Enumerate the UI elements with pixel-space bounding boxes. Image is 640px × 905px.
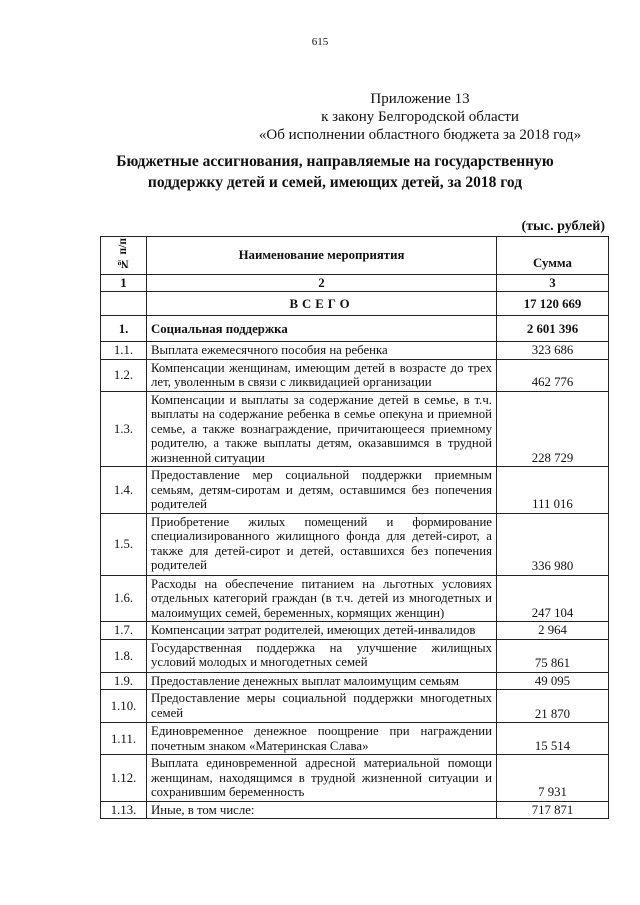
row-num: 1.11. [101,723,147,755]
row-name: Государственная поддержка на улучшение жилищных условий молодых и многодетных семей [147,639,497,672]
header-num [101,237,147,275]
row-sum: 323 686 [497,342,609,360]
row-num: 1.8. [101,639,147,672]
row-num: 1.9. [101,672,147,690]
table-row [101,690,609,723]
row-num: 1.12. [101,755,147,802]
total-label: ВСЕГО [147,292,497,316]
row-sum: 462 776 [497,359,609,391]
table-row [101,622,609,640]
header-num-label: № п/п [117,238,130,270]
row-num: 1.6. [101,575,147,622]
section-num: 1. [101,316,147,342]
row-name: Предоставление денежных выплат малоимущим семьям [147,672,497,690]
row-sum: 247 104 [497,575,609,622]
row-sum: 49 095 [497,672,609,690]
row-name: Компенсации женщинам, имеющим детей в возрасте до трех лет, уволенным в связи с ликвидацией организации [147,359,497,391]
row-num: 1.7. [101,622,147,640]
table-row [101,513,609,575]
table-row [101,672,609,690]
table-row [101,359,609,391]
appendix-header [250,90,590,144]
table-row [101,723,609,755]
table-row [101,467,609,514]
table-row [101,391,609,467]
total-num [101,292,147,316]
row-num: 1.13. [101,801,147,819]
appendix-line-1: Приложение 13 [370,91,470,107]
units-label: (тыс. рублей) [521,219,605,234]
row-sum: 2 964 [497,622,609,640]
section-row [101,316,609,342]
column-index-1: 1 [101,274,147,292]
table-row [101,575,609,622]
row-num: 1.10. [101,690,147,723]
header-sum: Сумма [497,237,609,275]
column-index-row [101,274,609,292]
budget-table [100,236,609,819]
title-line-2: поддержку детей и семей, имеющих детей, за 2018 год [147,174,523,191]
row-name: Приобретение жилых помещений и формирование специализированного жилищного фонда для детей-сирот, а также для детей-сирот и детей, оставшихся без попечения родителей [147,513,497,575]
row-name: Единовременное денежное поощрение при награждении почетным знаком «Материнская Слава» [147,723,497,755]
row-num: 1.2. [101,359,147,391]
row-sum: 111 016 [497,467,609,514]
row-name: Выплата ежемесячного пособия на ребенка [147,342,497,360]
header-row [101,237,609,275]
header-name: Наименование мероприятия [147,237,497,275]
document-title [95,151,575,193]
row-sum: 21 870 [497,690,609,723]
row-name: Выплата единовременной адресной материальной помощи женщинам, находящимся в трудной жизненной ситуации и сохранившим беременность [147,755,497,802]
row-sum: 7 931 [497,755,609,802]
row-sum: 15 514 [497,723,609,755]
appendix-line-2: к закону Белгородской области [321,109,519,125]
total-sum: 17 120 669 [497,292,609,316]
table-row [101,801,609,819]
row-num: 1.3. [101,391,147,467]
row-name: Иные, в том числе: [147,801,497,819]
column-index-2: 2 [147,274,497,292]
row-sum: 228 729 [497,391,609,467]
column-index-3: 3 [497,274,609,292]
table-row [101,639,609,672]
row-sum: 336 980 [497,513,609,575]
row-name: Компенсации и выплаты за содержание детей в семье, в т.ч. выплаты на содержание ребенка в семье опекуна и приемной семье, а также вознаграждение, причитающееся приемному родителю, а также выплаты детям, оказавшимся в трудной жизненной ситуации [147,391,497,467]
row-name: Компенсации затрат родителей, имеющих детей-инвалидов [147,622,497,640]
table-row [101,755,609,802]
section-name: Социальная поддержка [147,316,497,342]
total-row [101,292,609,316]
appendix-line-3: «Об исполнении областного бюджета за 2018 год» [258,127,582,143]
row-name: Предоставление меры социальной поддержки многодетных семей [147,690,497,723]
row-num: 1.1. [101,342,147,360]
row-sum: 717 871 [497,801,609,819]
row-name: Расходы на обеспечение питанием на льготных условиях отдельных категорий граждан (в т.ч. детей из многодетных и малоимущих семей, беременных, кормящих женщин) [147,575,497,622]
row-num: 1.4. [101,467,147,514]
page-number: 615 [311,36,329,48]
table-row [101,342,609,360]
row-name: Предоставление мер социальной поддержки приемным семьям, детям-сиротам и детям, оставшимся без попечения родителей [147,467,497,514]
section-sum: 2 601 396 [497,316,609,342]
row-num: 1.5. [101,513,147,575]
title-line-1: Бюджетные ассигнования, направляемые на государственную [116,153,554,170]
row-sum: 75 861 [497,639,609,672]
